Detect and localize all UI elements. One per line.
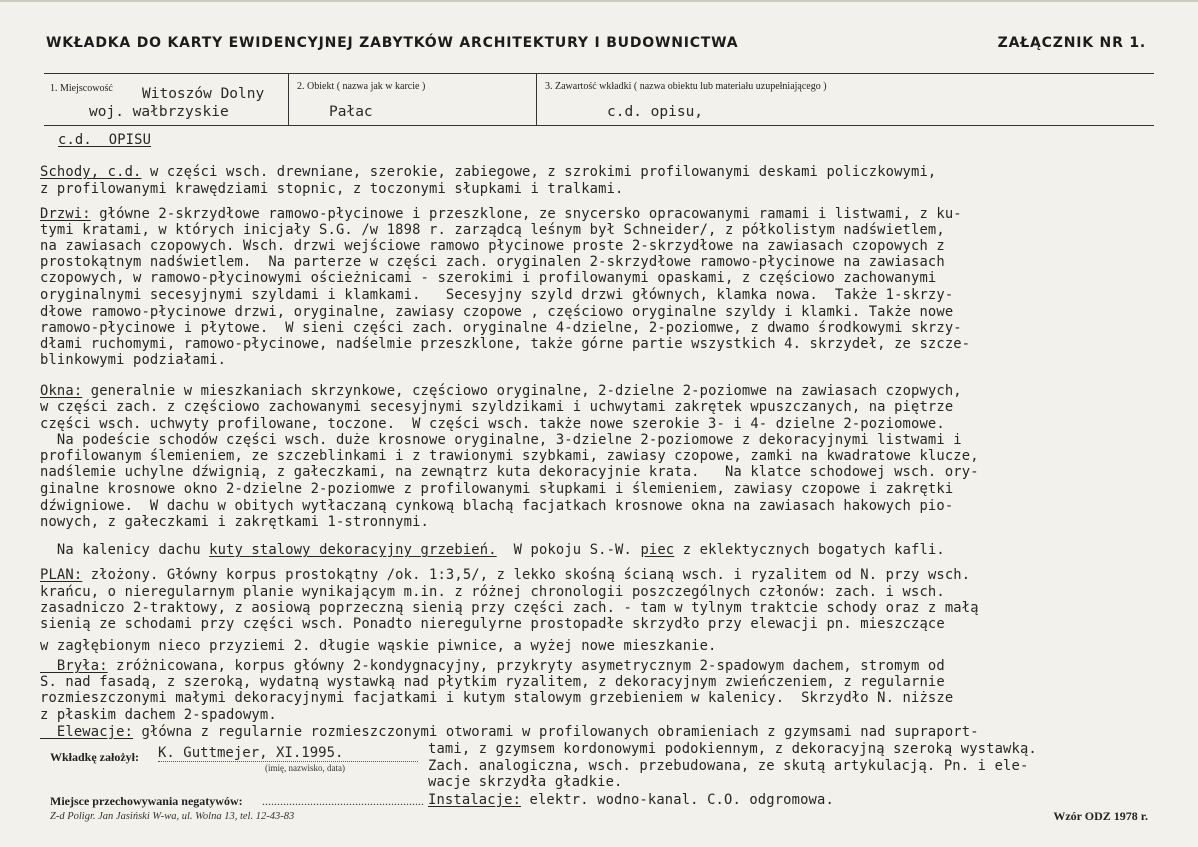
text-line: PLAN: złożony. Główny korpus prostokątny /ok. 1:3,5/, z lekko skośną ścianą wsch. i ryzalitem od N. przy wsch. bbox=[40, 567, 971, 583]
text-line: z płaskim dachem 2-spadowym. bbox=[40, 707, 277, 723]
printer-imprint: Z-d Poligr. Jan Jasiński W-wa, ul. Wolna 13, tel. 12-43-83 bbox=[50, 811, 295, 822]
annex-number: ZAŁĄCZNIK NR 1. bbox=[997, 35, 1146, 51]
location-value-line2: woj. wałbrzyskie bbox=[89, 104, 229, 120]
text-line: dłami ruchomymi, ramowo-płycinowe, nadśelmie przeszklone, także górne partie wszystkich 4. skrzydeł, ze szcze- bbox=[40, 336, 971, 352]
text-line: Na podeście schodów części wsch. duże krosnowe oryginalne, 3-dzielne 2-poziomowe z dekoracyjnymi listwami i bbox=[40, 432, 962, 448]
text-line bbox=[58, 132, 151, 148]
location-value-line1: Witoszów Dolny bbox=[142, 86, 265, 102]
text-line: wacje skrzydła gładkie. bbox=[428, 774, 623, 790]
section-heading: Okna: bbox=[40, 383, 83, 399]
text-line: w części zach. z częściowo zachowanymi secesyjnymi szyldzikami i uchwytami zakrętek wpuszczanych, na piętrze bbox=[40, 399, 954, 415]
text-line: nadślemie uchylne dźwignią, z gałeczkami, na zewnątrz kuta dekoracyjnie krata. Na klatce schodowej wsch. ory- bbox=[40, 464, 979, 480]
content-value: c.d. opisu, bbox=[607, 104, 704, 120]
section-heading: PLAN: bbox=[40, 567, 83, 583]
object-value: Pałac bbox=[329, 104, 373, 120]
text-line: ramowo-płycinowe i płytowe. W sieni części zach. oryginalne 4-dzielne, 2-poziomwe, z dwamo środkowymi skrzy- bbox=[40, 320, 962, 336]
form-code: Wzór ODZ 1978 r. bbox=[1053, 809, 1148, 823]
object-field bbox=[288, 74, 536, 125]
section-heading: Drzwi: bbox=[40, 206, 91, 222]
author-hint: (imię, nazwisko, data) bbox=[265, 763, 345, 773]
text-line: prostokątnym nadświetlem. Na parterze w części zach. oryginalen 2-skrzydłowe ramowo-płycinowe na zawiasach bbox=[40, 254, 945, 270]
text-line: S. nad fasadą, z szeroką, wydatną wystawką nad płytkim ryzalitem, z dekoracyjnym zwieńczeniem, z regularnie bbox=[40, 674, 945, 690]
section-heading: Instalacje: bbox=[428, 792, 522, 808]
location-field bbox=[44, 74, 288, 125]
author-label: Wkładkę założył: bbox=[50, 750, 139, 764]
text-line: ginalne krosnowe okno 2-dzielne 2-poziomwe z profilowanymi słupkami i ślemieniem, zawiasy czopowe i zakrętki bbox=[40, 481, 954, 497]
negatives-field: ...................................................... bbox=[262, 794, 424, 808]
form-title: WKŁADKA DO KARTY EWIDENCYJNEJ ZABYTKÓW ARCHITEKTURY I BUDOWNICTWA bbox=[46, 35, 739, 51]
text-line: nowych, z gałeczkami i zakrętkami 1-stronnymi. bbox=[40, 514, 429, 530]
text-line: dźwigniowe. W dachu w obitych wytłaczaną cynkową blachą facjatkach krosnowe okna na zawiasach hakowych pio- bbox=[40, 498, 954, 514]
form-header bbox=[46, 35, 1146, 51]
text-line: Okna: generalnie w mieszkaniach skrzynkowe, częściowo oryginalne, 2-dzielne 2-poziomwe na zawiasach czopwych, bbox=[40, 383, 962, 399]
text-line: profilowanym ślemieniem, ze szczeblinkami i z trawionymi szybkami, zawiasy czopowe, zamki na kwadratowe klucze, bbox=[40, 448, 979, 464]
text-line: na zawiasach czopowych. Wsch. drzwi wejściowe ramowo płycinowe proste 2-skrzydłowe na zawiasach czopowych z bbox=[40, 238, 945, 254]
text-line: rozmieszczonymi małymi dekoracyjnymi facjatkami i kutym stalowym grzebieniem w kalenicy. Skrzydło N. niższe bbox=[40, 690, 954, 706]
section-heading: Elewacje: bbox=[40, 724, 134, 740]
text-line: tymi kratami, w których inicjały S.G. /w 1898 r. zarządcą leśnym był Schneider/, z półkolistym nadświetlem, bbox=[40, 222, 945, 238]
section-heading: Bryła: bbox=[40, 658, 108, 674]
content-label: 3. Zawartość wkładki ( nazwa obiektu lub materiału uzupełniającego ) bbox=[545, 81, 827, 92]
text-line: Drzwi: główne 2-skrzydłowe ramowo-płycinowe i przeszklone, ze snycersko opracowanymi ramami i listwami, z ku- bbox=[40, 206, 962, 222]
text-line: Na kalenicy dachu kuty stalowy dekoracyjny grzebień. W pokoju S.-W. piec z eklektycznych bogatych kafli. bbox=[40, 542, 945, 558]
content-field bbox=[536, 74, 1154, 125]
text-line: krańcu, o nieregularnym planie wynikającym m.in. z różnej chronologii poszczególnych członów: zach. i wsch. bbox=[40, 584, 945, 600]
text-line: sienią ze schodami przy części wsch. Ponadto nieregulyrne prostopadłe skrzydło przy elewacji pn. mieszczące bbox=[40, 616, 945, 632]
text-line: oryginalnymi secesyjnymi szyldami i klamkami. Secesyjny szyld drzwi głównych, klamka nowa. Także 1-skrzy- bbox=[40, 287, 954, 303]
section-heading: c.d. OPISU bbox=[58, 132, 152, 148]
text-line: Instalacje: elektr. wodno-kanal. C.O. odgromowa. bbox=[428, 792, 834, 808]
text-line: blinkowymi podziałami. bbox=[40, 352, 227, 368]
section-heading: Schody, c.d. bbox=[40, 164, 142, 180]
text-line: zasadniczo 2-traktowy, z aosiową poprzeczną sienią przy części zach. - tam w tylnym traktcie schody oraz z małą bbox=[40, 600, 979, 616]
text-line: czopowych, w ramowo-płycinowymi ościeżnicami - szerokimi i profilowanymi opaskami, z częściowo zachowanymi bbox=[40, 270, 937, 286]
text-line: Bryła: zróżnicowana, korpus główny 2-kondygnacyjny, przykryty asymetrycznym 2-spadowym dachem, stromym od bbox=[40, 658, 945, 674]
text-line: z profilowanymi krawędziami stopnic, z toczonymi słupkami i tralkami. bbox=[40, 181, 624, 197]
text-line: części wsch. uchwyty profilowane, toczone. W części wsch. także nowe szerokie 3- i 4- dzielne 2-poziomowe. bbox=[40, 416, 945, 432]
header-fields bbox=[44, 73, 1154, 126]
negatives-label: Miejsce przechowywania negatywów: bbox=[50, 794, 243, 808]
author-value: K. Guttmejer, XI.1995. bbox=[158, 745, 418, 762]
text-line: Zach. analogiczna, wsch. przebudowana, ze skutą artykulacją. Pn. i ele- bbox=[428, 758, 1029, 774]
object-label: 2. Obiekt ( nazwa jak w karcie ) bbox=[297, 81, 426, 92]
text-line: tami, z gzymsem kordonowymi podokiennym, z dekoracyjną szeroką wystawką. bbox=[428, 741, 1037, 757]
text-line: Elewacje: główna z regularnie rozmieszczonymi otworami w profilowanych obramieniach z gzymsami nad supraport- bbox=[40, 724, 979, 740]
location-label: 1. Miejscowość bbox=[50, 83, 113, 94]
text-line: dłowe ramowo-płycinowe drzwi, oryginalne, zawiasy czopowe , częściowo oryginalne szyldy i klamki. Także nowe bbox=[40, 304, 954, 320]
text-line: Schody, c.d. w części wsch. drewniane, szerokie, zabiegowe, z szrokimi profilowanymi deskami policzkowymi, bbox=[40, 164, 937, 180]
text-line: w zagłębionym nieco przyziemi 2. długie wąskie piwnice, a wyżej nowe mieszkanie. bbox=[40, 638, 717, 654]
